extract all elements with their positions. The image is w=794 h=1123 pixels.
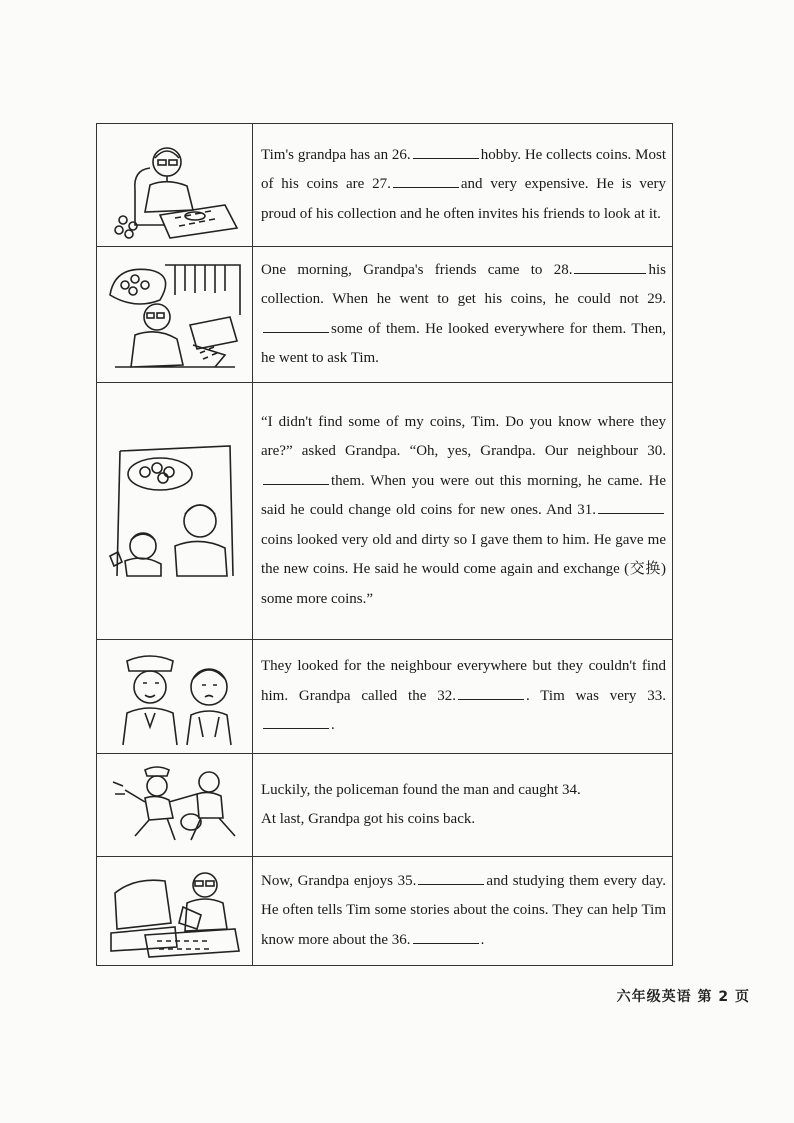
story-row-4 — [97, 640, 672, 754]
story-line: At last, Grandpa got his coins back. — [261, 811, 476, 827]
story-text-6 — [253, 857, 672, 965]
answer-blank-26[interactable] — [413, 142, 479, 159]
policeman-and-tim-illustration — [97, 640, 253, 753]
story-text-4 — [253, 640, 672, 753]
grandpa-studying-coins-illustration — [97, 857, 253, 965]
text-segment: . Tim was very 33. — [525, 687, 666, 704]
text-segment: They looked for the neighbour everywhere but they couldn't find him. Grandpa called the 32. — [261, 658, 666, 704]
text-segment: his collection. When he went to get his coins, he could not 29. — [261, 261, 666, 307]
answer-blank-27[interactable] — [393, 171, 459, 188]
grandpa-coin-album-illustration — [97, 124, 253, 246]
story-table — [96, 123, 673, 966]
story-row-6 — [97, 857, 672, 965]
answer-blank-36[interactable] — [413, 927, 479, 944]
policeman-chasing-thief-illustration — [97, 754, 253, 856]
answer-blank-35[interactable] — [418, 868, 484, 885]
answer-blank-28[interactable] — [574, 257, 646, 274]
text-segment: Now, Grandpa enjoys 35. — [261, 872, 417, 889]
story-row-1 — [97, 124, 672, 247]
text-segment: them. When you were out this morning, he came. He said he could change old coins for new ones. And 31. — [261, 472, 666, 519]
page-footer: 六年级英语 第 2 页 — [616, 989, 750, 1005]
grandpa-asking-tim-illustration — [97, 383, 253, 639]
text-segment: One morning, Grandpa's friends came to 28. — [261, 261, 573, 278]
answer-blank-29[interactable] — [263, 316, 329, 333]
text-segment: some of them. He looked everywhere for them. Then, he went to ask Tim. — [261, 320, 666, 366]
text-segment: coins looked very old and dirty so I gave them to him. He gave me the new coins. He said he would come again and exchange (交换) some more coins.” — [261, 531, 666, 607]
text-segment: . — [480, 931, 485, 948]
text-segment: and studying them every day. He often tells Tim some stories about the coins. They can help Tim know more about the 36. — [261, 872, 666, 948]
story-text-5 — [253, 754, 672, 856]
grandpa-searching-illustration — [97, 247, 253, 382]
answer-blank-33[interactable] — [263, 712, 329, 729]
text-segment: hobby. He collects coins. Most of his coins are 27. — [261, 146, 666, 193]
story-row-5 — [97, 754, 672, 857]
story-text-2 — [253, 247, 672, 382]
story-row-2 — [97, 247, 672, 383]
text-segment: Tim's grandpa has an 26. — [261, 146, 411, 163]
answer-blank-31[interactable] — [598, 497, 664, 514]
story-line: Luckily, the policeman found the man and caught 34. — [261, 781, 581, 798]
answer-blank-30[interactable] — [263, 468, 329, 485]
story-row-3 — [97, 383, 672, 640]
text-segment: and very expensive. He is very proud of his collection and he often invites his friends to look at it. — [261, 176, 666, 222]
story-text-1 — [253, 124, 672, 246]
story-text-3 — [253, 383, 672, 639]
text-segment: . — [331, 717, 335, 734]
text-segment: “I didn't find some of my coins, Tim. Do you know where they are?” asked Grandpa. “Oh, yes, Grandpa. Our neighbour 30. — [261, 413, 666, 460]
answer-blank-32[interactable] — [458, 683, 524, 700]
